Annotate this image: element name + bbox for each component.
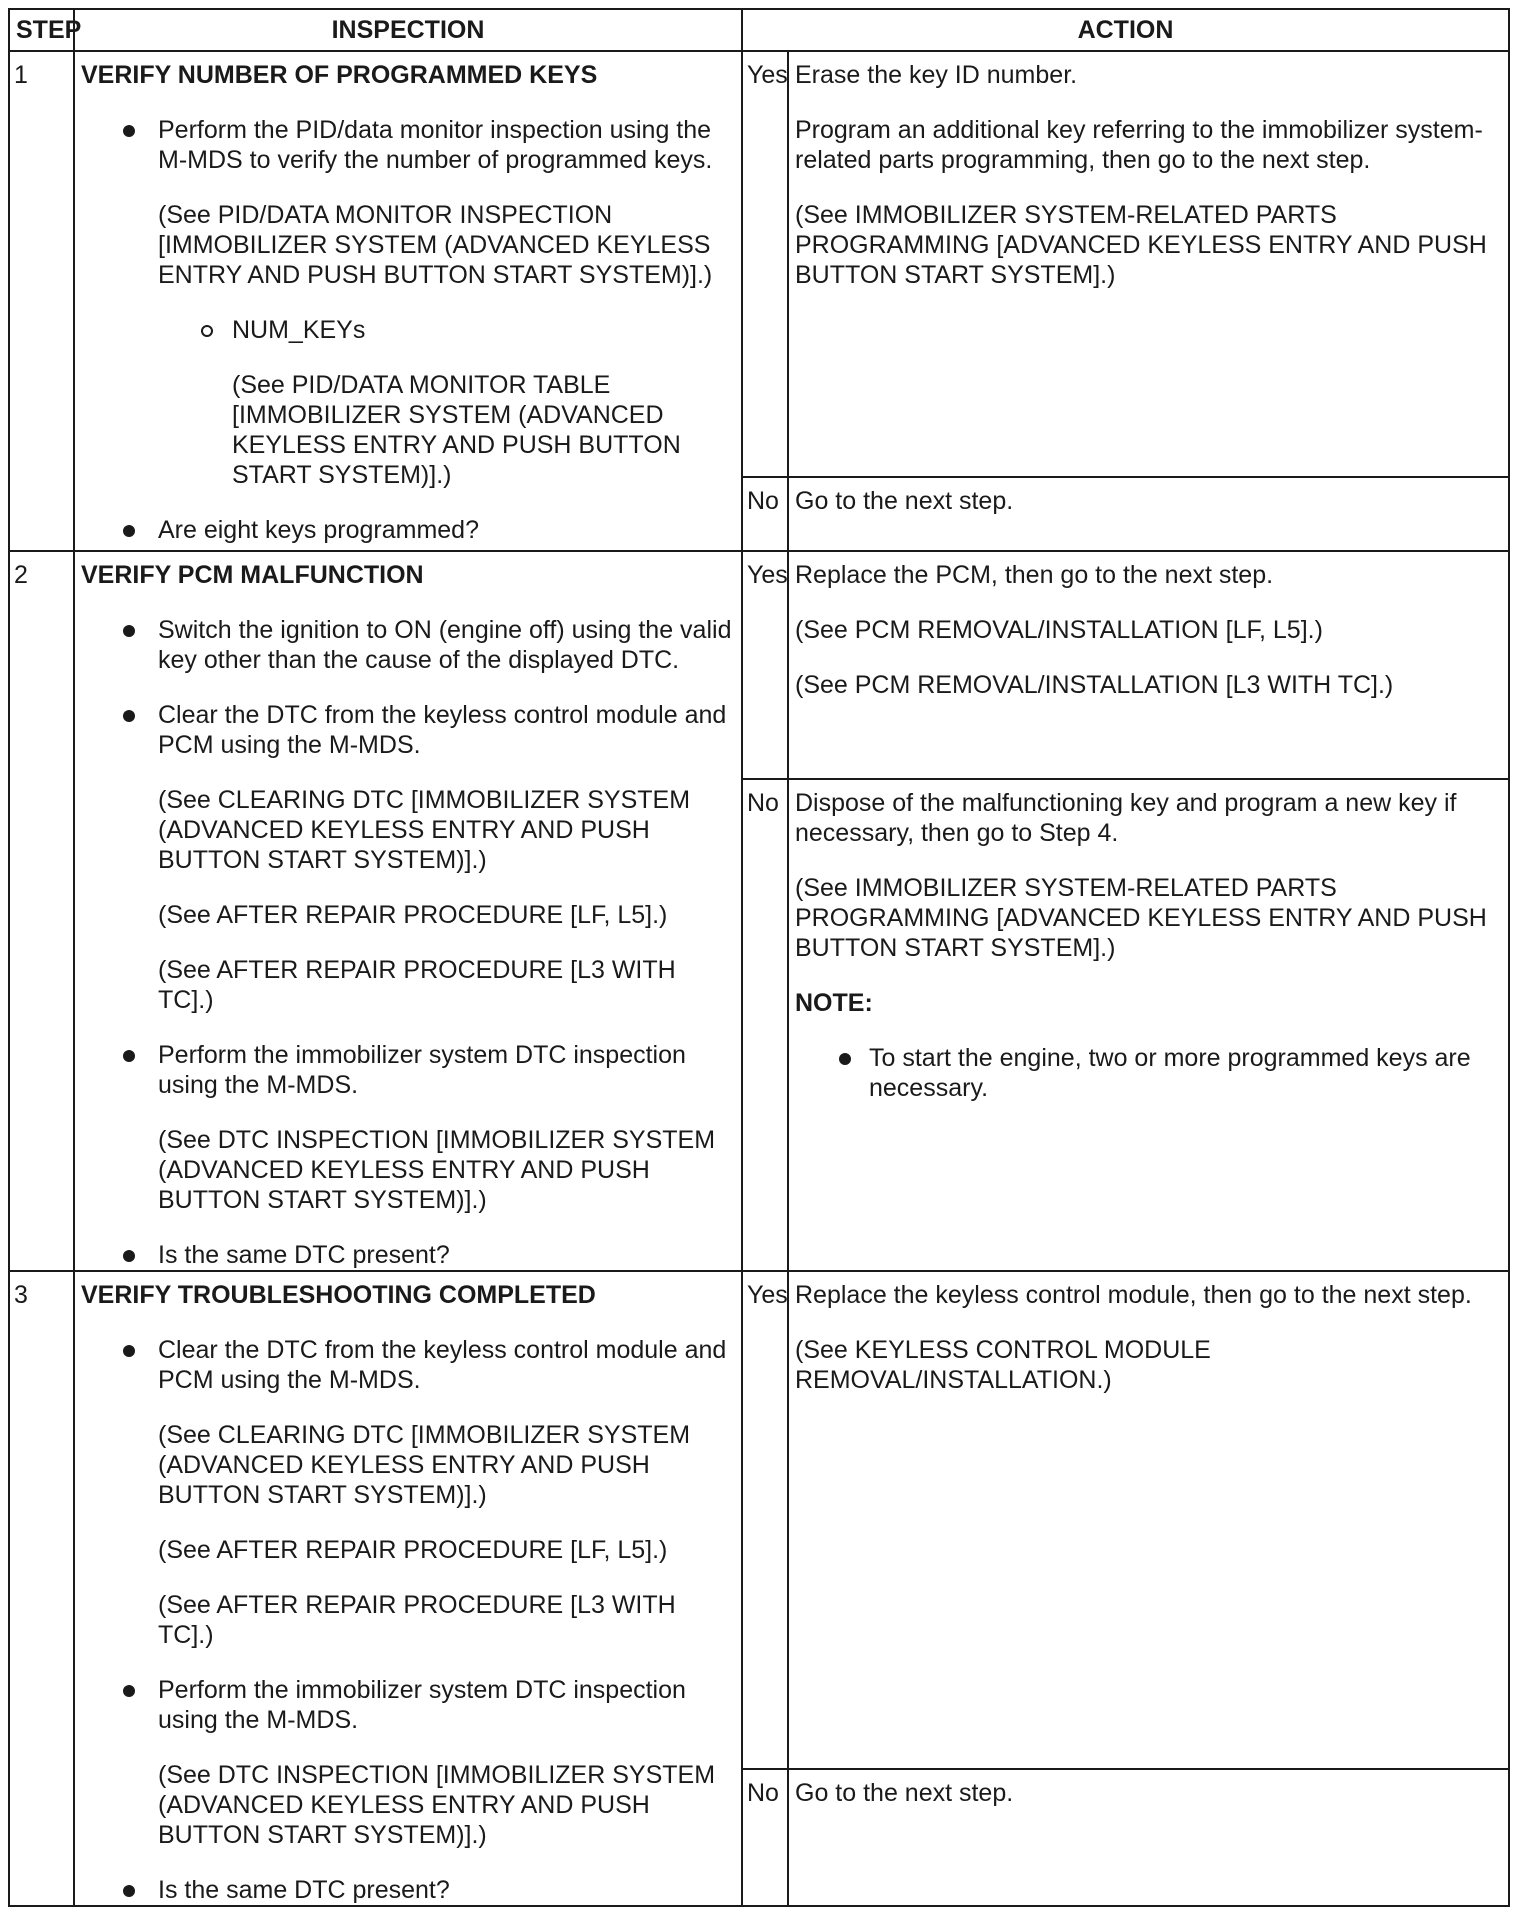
reference-text: (See CLEARING DTC [IMMOBILIZER SYSTEM (ADVANCED KEYLESS ENTRY AND PUSH BUTTON START SYSTEM)].) (158, 1421, 691, 1509)
inspection-bullet: Perform the immobilizer system DTC inspection using the M-MDS. (81, 1040, 735, 1100)
reference-text: (See AFTER REPAIR PROCEDURE [LF, L5].) (158, 901, 668, 929)
step-number: 1 (9, 51, 74, 551)
step-2-yes-row (9, 551, 1509, 779)
no-label: No (742, 779, 788, 1271)
no-label: No (742, 1769, 788, 1906)
action-text: Go to the next step. (795, 487, 1014, 515)
inspection-bullet: Clear the DTC from the keyless control module and PCM using the M-MDS. (81, 700, 735, 760)
header-inspection: INSPECTION (74, 9, 742, 51)
header-row (9, 9, 1509, 51)
inspection-question: Is the same DTC present? (81, 1875, 735, 1905)
note-item: To start the engine, two or more programmed keys are necessary. (795, 1043, 1502, 1103)
yes-action (788, 551, 1509, 779)
inspection-question: Is the same DTC present? (81, 1240, 735, 1270)
reference-text: (See PID/DATA MONITOR TABLE [IMMOBILIZER SYSTEM (ADVANCED KEYLESS ENTRY AND PUSH BUTTON START SYSTEM)].) (232, 371, 681, 489)
step-2-inspection (74, 551, 742, 1271)
step-number: 3 (9, 1271, 74, 1906)
no-action (788, 477, 1509, 551)
header-action: ACTION (742, 9, 1509, 51)
reference-text: (See PCM REMOVAL/INSTALLATION [LF, L5].) (795, 616, 1323, 644)
yes-label: Yes (742, 51, 788, 477)
note-label: NOTE: (795, 988, 873, 1017)
reference-text: (See CLEARING DTC [IMMOBILIZER SYSTEM (ADVANCED KEYLESS ENTRY AND PUSH BUTTON START SYSTEM)].) (158, 786, 691, 874)
yes-action (788, 51, 1509, 477)
inspection-bullet: Clear the DTC from the keyless control module and PCM using the M-MDS. (81, 1335, 735, 1395)
step-number: 2 (9, 551, 74, 1271)
step-heading: VERIFY NUMBER OF PROGRAMMED KEYS (81, 61, 598, 89)
reference-text: (See DTC INSPECTION [IMMOBILIZER SYSTEM (ADVANCED KEYLESS ENTRY AND PUSH BUTTON START SYSTEM)].) (158, 1761, 716, 1849)
inspection-question: Are eight keys programmed? (81, 515, 735, 545)
troubleshooting-table (8, 8, 1510, 1907)
step-heading: VERIFY TROUBLESHOOTING COMPLETED (81, 1281, 596, 1309)
action-text: Go to the next step. (795, 1778, 1014, 1807)
action-text: Replace the keyless control module, then go to the next step. (795, 1281, 1472, 1309)
reference-text: (See AFTER REPAIR PROCEDURE [L3 WITH TC].) (158, 1591, 676, 1649)
inspection-bullet: Perform the immobilizer system DTC inspection using the M-MDS. (81, 1675, 735, 1735)
step-1-inspection (74, 51, 742, 551)
reference-text: (See PCM REMOVAL/INSTALLATION [L3 WITH TC].) (795, 671, 1394, 699)
yes-label: Yes (742, 1271, 788, 1769)
yes-label: Yes (742, 551, 788, 779)
action-text: Erase the key ID number. (795, 61, 1078, 89)
yes-action (788, 1271, 1509, 1769)
step-1-yes-row (9, 51, 1509, 477)
header-step: STEP (9, 9, 74, 51)
reference-text: (See IMMOBILIZER SYSTEM-RELATED PARTS PROGRAMMING [ADVANCED KEYLESS ENTRY AND PUSH BUTTON START SYSTEM].) (795, 201, 1487, 289)
action-text: Replace the PCM, then go to the next step. (795, 561, 1274, 589)
sub-bullet: NUM_KEYs (81, 315, 735, 345)
step-heading: VERIFY PCM MALFUNCTION (81, 561, 424, 589)
no-label: No (742, 477, 788, 551)
inspection-bullet: Perform the PID/data monitor inspection using the M-MDS to verify the number of programmed keys. (81, 115, 735, 175)
reference-text: (See AFTER REPAIR PROCEDURE [LF, L5].) (158, 1536, 668, 1564)
no-action (788, 779, 1509, 1271)
step-3-inspection (74, 1271, 742, 1906)
no-action (788, 1769, 1509, 1906)
step-3-yes-row (9, 1271, 1509, 1769)
inspection-bullet: Switch the ignition to ON (engine off) using the valid key other than the cause of the displayed DTC. (81, 615, 735, 675)
action-text: Program an additional key referring to the immobilizer system-related parts programming, then go to the next step. (795, 116, 1483, 174)
reference-text: (See IMMOBILIZER SYSTEM-RELATED PARTS PROGRAMMING [ADVANCED KEYLESS ENTRY AND PUSH BUTTON START SYSTEM].) (795, 873, 1487, 962)
reference-text: (See PID/DATA MONITOR INSPECTION [IMMOBILIZER SYSTEM (ADVANCED KEYLESS ENTRY AND PUSH BUTTON START SYSTEM)].) (158, 201, 713, 289)
reference-text: (See DTC INSPECTION [IMMOBILIZER SYSTEM (ADVANCED KEYLESS ENTRY AND PUSH BUTTON START SYSTEM)].) (158, 1126, 716, 1214)
reference-text: (See KEYLESS CONTROL MODULE REMOVAL/INSTALLATION.) (795, 1336, 1211, 1394)
reference-text: (See AFTER REPAIR PROCEDURE [L3 WITH TC].) (158, 956, 676, 1014)
action-text: Dispose of the malfunctioning key and program a new key if necessary, then go to Step 4. (795, 788, 1457, 847)
